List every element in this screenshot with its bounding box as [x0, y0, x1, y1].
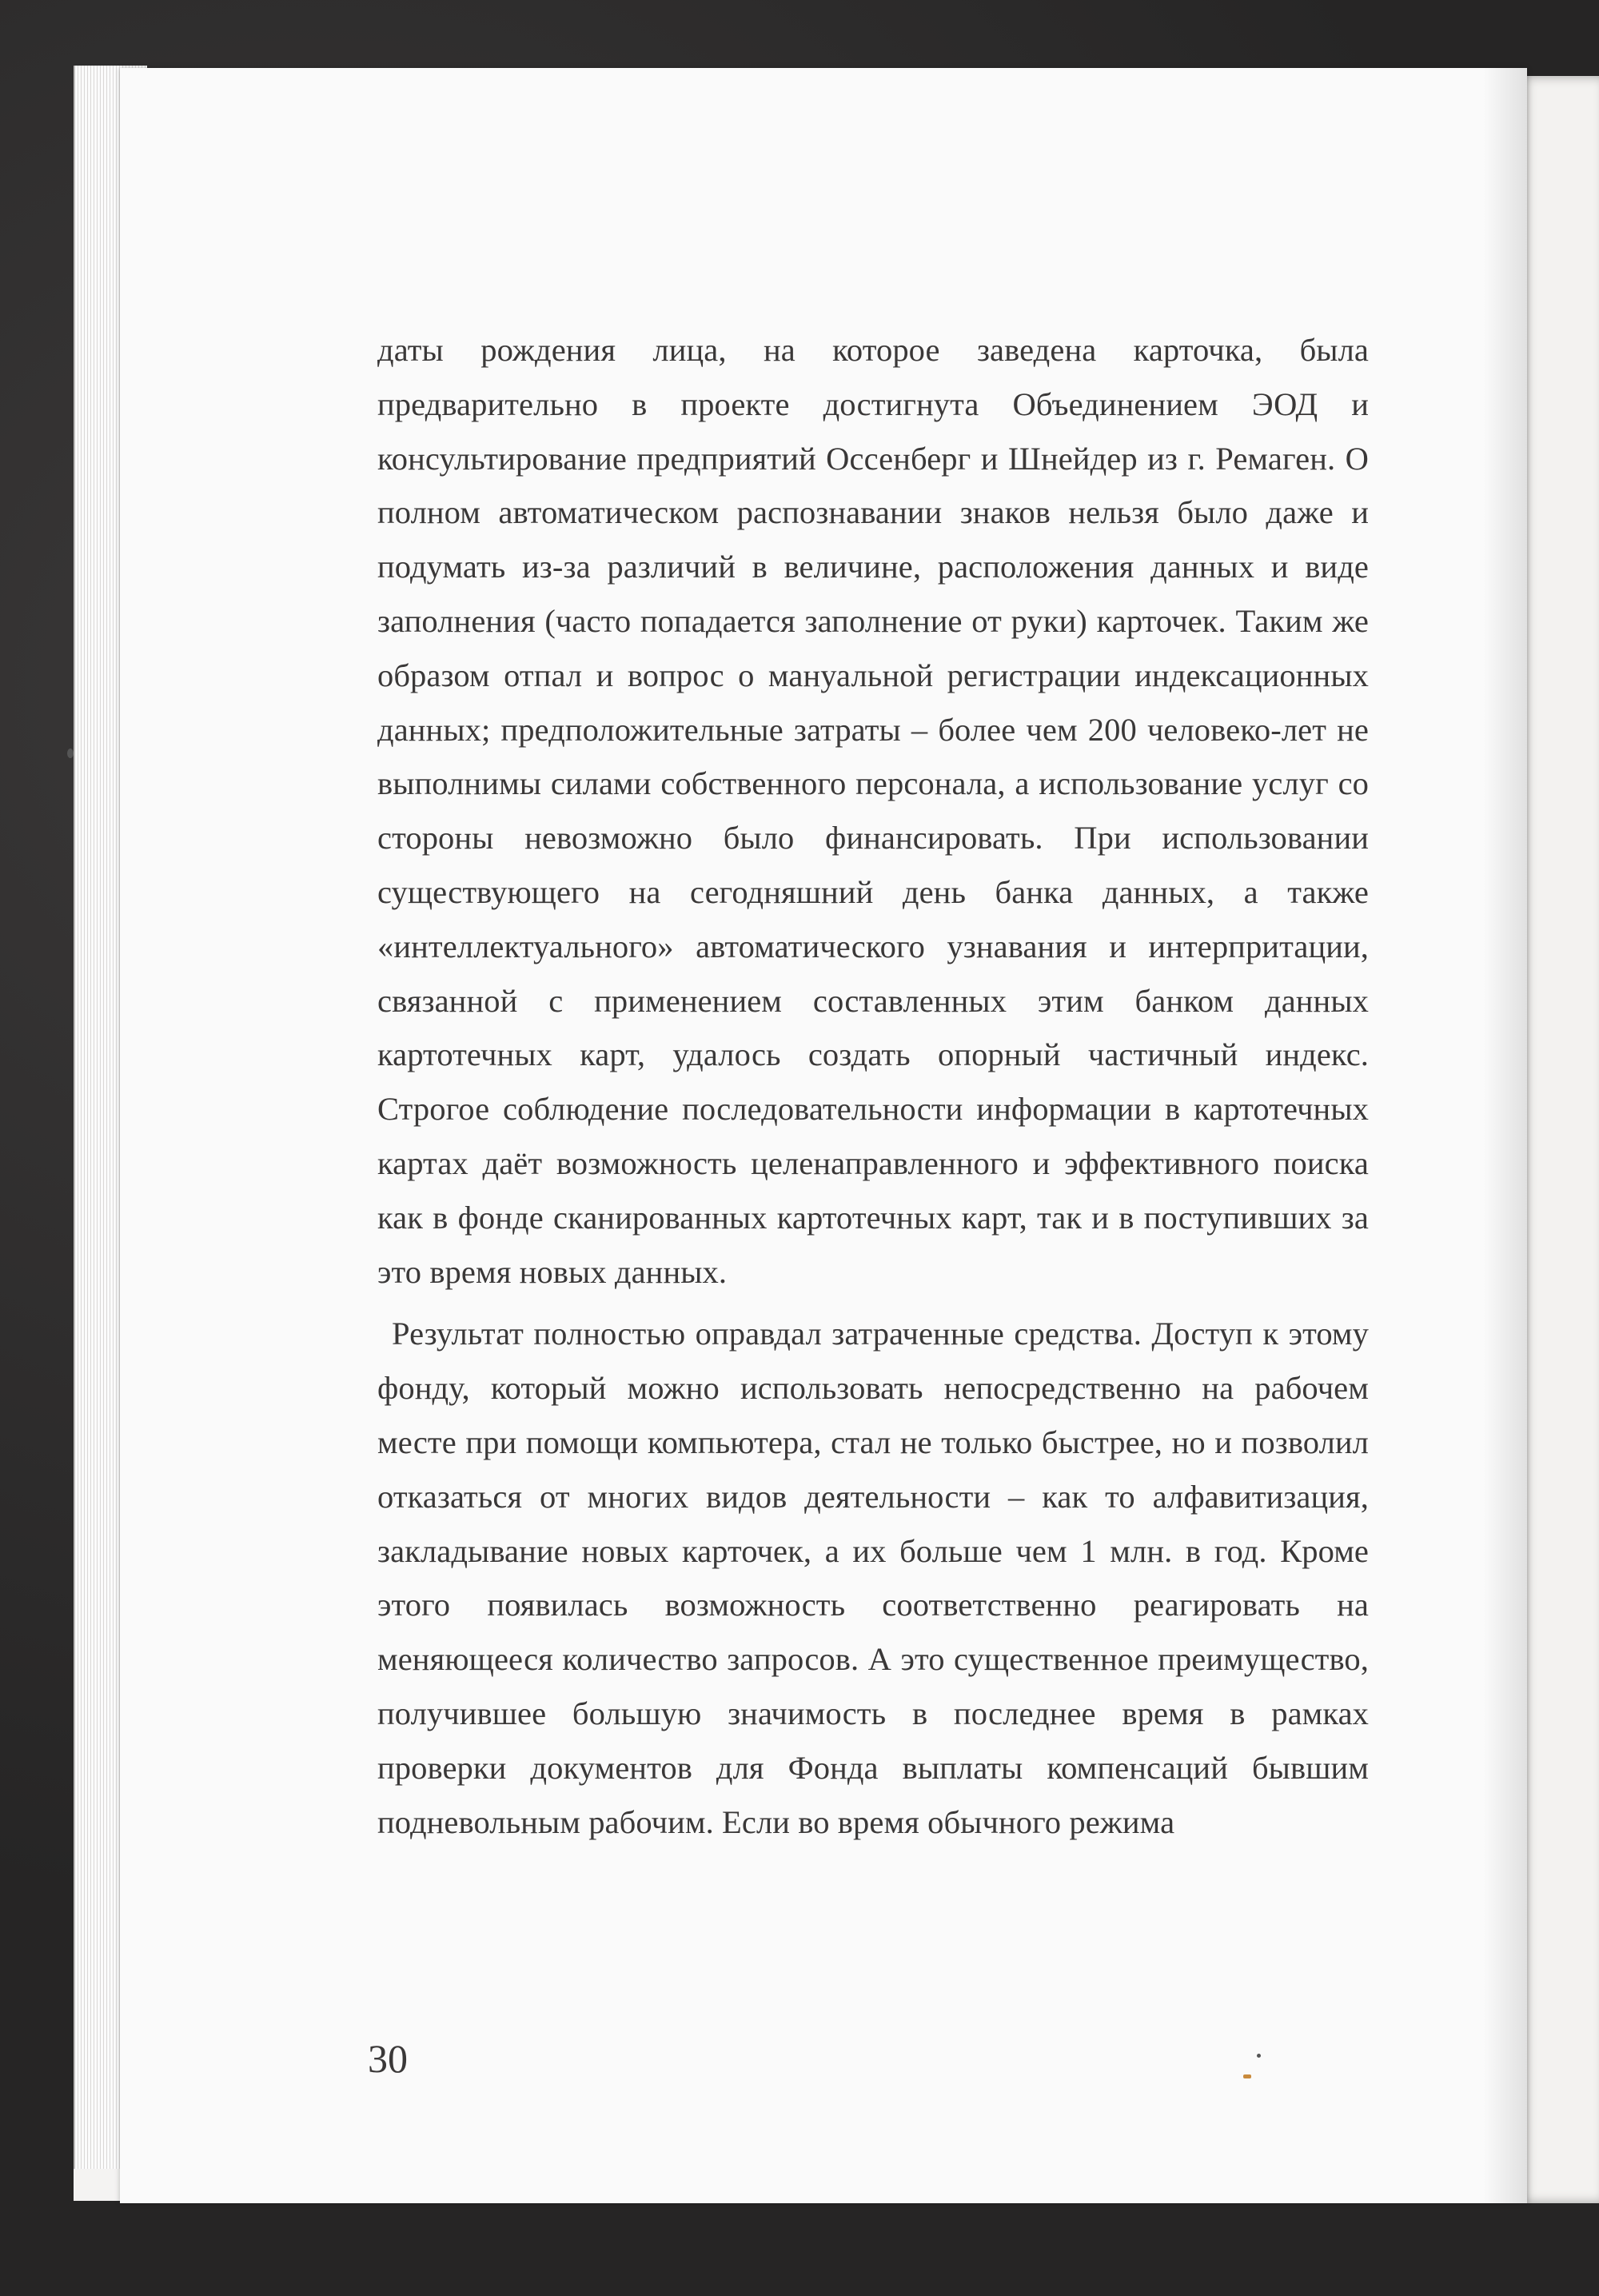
body-text — [377, 323, 1369, 1849]
page-gutter-shadow — [1483, 68, 1527, 2203]
dust-speck-orange — [1243, 2074, 1251, 2078]
page-number: 30 — [368, 2036, 408, 2081]
paragraph-1: даты рождения лица, на которое заведена карточка, была предварительно в проекте достигнута Объединением ЭОД и консультирование предприятий Оссенберг и Шнейдер из г. Ремаген. О полном автоматическом распознавании знаков нельзя было даже и подумать из-за различий в величине, расположения данных и виде заполнения (часто попадается заполнение от руки) карточек. Таким же образом отпал и вопрос о мануальной регистрации индексационных данных; предположительные затраты – более чем 200 человеко-лет не выполнимы силами собственного персонала, а использование услуг со стороны невозможно было финансировать. При использовании существующего на сегодняшний день банка данных, а также «интеллектуального» автоматического узнавания и интерпритации, связанной с применением составленных этим банком данных картотечных карт, удалось создать опорный частичный индекс. Строгое соблюдение последовательности информации в картотечных картах даёт возможность целенаправленного и эффективного поиска как в фонде сканированных картотечных карт, так и в поступивших за это время новых данных. — [377, 332, 1369, 1290]
margin-mark — [67, 749, 74, 758]
paragraph-2: Результат полностью оправдал затраченные средства. Доступ к этому фонду, который можно использовать непосредственно на рабочем месте при помощи компьютера, стал не только быстрее, но и позволил отказаться от многих видов деятельности – как то алфавитизация, закладывание новых карточек, а их больше чем 1 млн. в год. Кроме этого появилась возможность соответственно реагировать на меняющееся количество запросов. А это существенное преимущество, получившее большую значимость в последнее время в рамках проверки документов для Фонда выплаты компенсаций бывшим подневольным рабочим. Если во время обычного режима — [377, 1316, 1369, 1840]
adjacent-page-edge — [1519, 76, 1599, 2203]
dust-speck — [1257, 2054, 1261, 2058]
